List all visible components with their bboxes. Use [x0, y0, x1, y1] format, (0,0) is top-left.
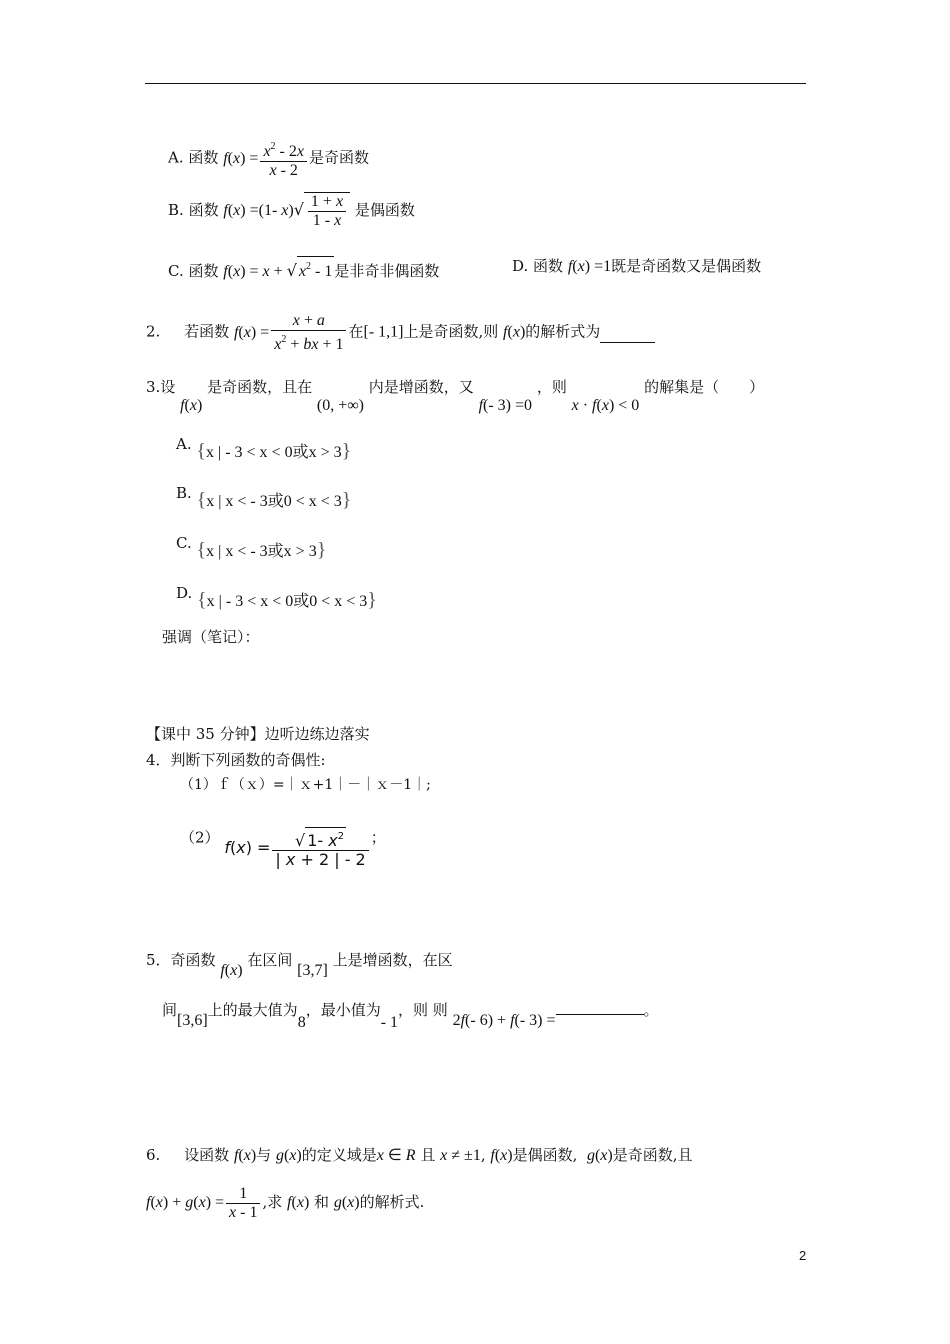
- q3-option-c: C. {x | x < - 3或x > 3}: [176, 534, 327, 561]
- question-6-line-2: f(x) + g(x) = $\frac{1}{x - 1}$ ,求 f(x) 和 g(x)的解析式.: [146, 1185, 425, 1221]
- question-4-title: 4．判断下列函数的奇偶性:: [146, 751, 326, 769]
- formula-q4-2: f(x) = $\frac{√ 1- x^2}{| x + 2 | - 2}$: [224, 838, 370, 857]
- section-heading: 【课中 35 分钟】边听边练边落实: [146, 725, 370, 743]
- header-rule: [145, 83, 806, 84]
- q3-option-a: A. {x | - 3 < x < 0或x > 3}: [176, 435, 352, 462]
- interval-q2: [- 1,1]: [363, 323, 404, 341]
- option-d: D. 函数 f(x) =1既是奇函数又是偶函数: [512, 257, 762, 275]
- question-5-line-1: 5．奇函数 f(x) 在区间 [3,7] 上是增函数，在区: [146, 951, 453, 979]
- question-2: 2. 若函数 f(x) = $\frac{x + a}{x^2 + bx + 1}$ 在[- 1,1]上是奇函数,则 f(x)的解析式为: [146, 312, 655, 354]
- question-3: 3.设 f(x) 是奇函数，且在 (0, +∞) 内是增函数，又 f(- 3) =0 ，则 x · f(x) < 0 的解集是（ ）: [146, 378, 765, 414]
- formula-q2: f(x) = $\frac{x + a}{x^2 + bx + 1}$: [234, 324, 349, 341]
- formula-c: f(x) = x + √ $x^2 - 1$: [223, 263, 334, 280]
- notes-label: 强调（笔记）：: [162, 628, 260, 646]
- option-a: A. 函数 f(x) = $\frac{x^2 - 2x}{x - 2}$ 是奇函数: [168, 138, 369, 180]
- option-b: B. 函数 f(x) =(1- x)√ $\frac{1 + x}{1 - x}$ 是偶函数: [168, 193, 415, 229]
- q3-option-b: B. {x | x < - 3或0 < x < 3}: [176, 484, 352, 511]
- answer-blank: [600, 322, 655, 343]
- question-4-part-1: （1）ｆ（ｘ）=｜ｘ+1｜－｜ｘ－1｜;: [180, 777, 431, 793]
- answer-blank-q5: [556, 994, 644, 1015]
- page-number: 2: [799, 1248, 807, 1263]
- option-c: C. 函数 f(x) = x + √ $x^2 - 1$ 是非奇非偶函数: [168, 256, 439, 282]
- formula-d: f(x) =1: [567, 258, 612, 275]
- q3-option-d: D. {x | - 3 < x < 0或0 < x < 3}: [176, 584, 377, 611]
- formula-a: f(x) = $\frac{x^2 - 2x}{x - 2}$: [223, 150, 309, 167]
- formula-q5: 2f(- 6) + f(- 3) =: [452, 1012, 556, 1029]
- question-6-line-1: 6. 设函数 f(x)与 g(x)的定义域是x ∈ R 且 x ≠ ±1, f(x)是偶函数, g(x)是奇函数,且: [146, 1146, 693, 1164]
- formula-b: f(x) =(1- x)√ $\frac{1 + x}{1 - x}$: [223, 202, 350, 219]
- formula-q6: f(x) + g(x) = $\frac{1}{x - 1}$: [146, 1194, 262, 1211]
- question-5-line-2: 间[3,6]上的最大值为8，最小值为- 1，则 则 2f(- 6) + f(- 3) = 。: [162, 1000, 659, 1021]
- question-4-part-2: （2） f(x) = $\frac{√ 1- x^2}{| x + 2 | - 2}$ ；: [180, 828, 386, 869]
